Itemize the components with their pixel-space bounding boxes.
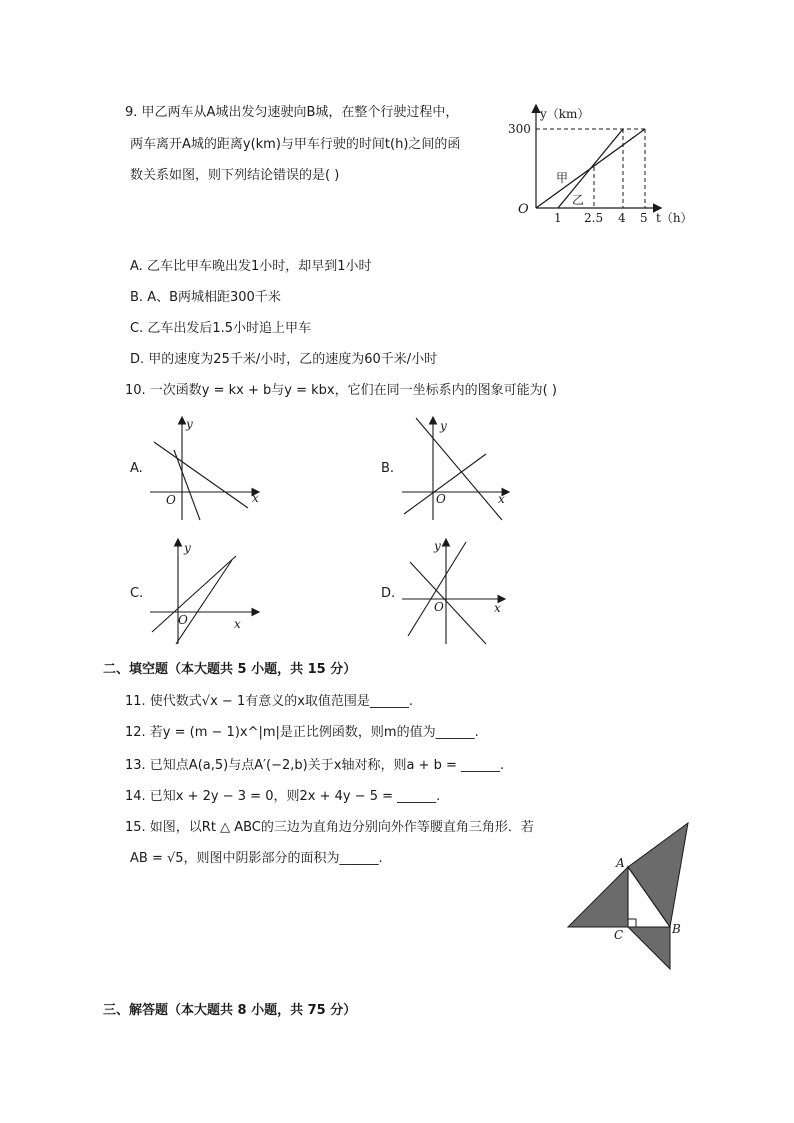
q15-label-b: B: [672, 922, 681, 936]
q10-option-a-label[interactable]: A.: [130, 461, 143, 476]
q9-option-b[interactable]: [130, 291, 281, 304]
q15-label-c: C: [614, 928, 624, 942]
q9-label-jia: 甲: [556, 171, 569, 185]
q9-x-tick-2.5: 2.5: [584, 211, 604, 225]
q9-number: 9.: [125, 105, 138, 120]
q10-b-x-label: x: [498, 492, 505, 506]
q9-option-b-key: B.: [130, 290, 144, 305]
q11: 11. 使代数式√x − 1有意义的x取值范围是______.: [125, 694, 414, 709]
q9-line-yi: [558, 129, 623, 208]
q10-option-c-label[interactable]: C.: [130, 586, 144, 601]
q9-option-c[interactable]: [130, 322, 311, 335]
q13: 13. 已知点A(a,5)与点A′(−2,b)关于x轴对称，则a + b = ______.: [125, 758, 505, 773]
q9-x-tick-1: 1: [554, 211, 562, 225]
q10-a-x-label: x: [252, 491, 259, 505]
q9-option-a[interactable]: [130, 260, 371, 273]
q15-label-a: A: [616, 856, 625, 870]
q10-c-y-label: y: [184, 541, 191, 555]
q15-line-2: AB = √5，则图中阴影部分的面积为______.: [130, 851, 383, 866]
q10-graph-d[interactable]: [400, 536, 520, 648]
q15-line-1: 15. 如图，以Rt △ ABC的三边为直角边分别向外作等腰直角三角形．若: [125, 820, 534, 835]
q10-d-origin: O: [434, 600, 444, 614]
q9-x-label: t（h）: [656, 211, 693, 225]
q9-option-c-key: C.: [130, 321, 144, 336]
q9-option-d[interactable]: [130, 353, 437, 366]
q14: 14. 已知x + 2y − 3 = 0，则2x + 4y − 5 = ______.: [125, 789, 441, 804]
q10-b-origin: O: [436, 492, 446, 506]
q9-x-tick-4: 4: [618, 211, 626, 225]
q9-y-tick-300: 300: [508, 122, 531, 136]
q9-option-a-text: 乙车比甲车晚出发1小时，却早到1小时: [146, 259, 372, 274]
q9-stem-line-1: 甲乙两车从A城出发匀速驶向B城，在整个行驶过程中，: [141, 105, 459, 120]
q10-stem: 10. 一次函数y = kx + b与y = kbx，它们在同一坐标系内的图象可能为( ): [125, 383, 557, 398]
q9-stem-line-3: 数关系如图，则下列结论错误的是( ): [130, 168, 340, 183]
q9-distance-time-graph: [510, 100, 700, 230]
section-2-title: 二、填空题（本大题共 5 小题，共 15 分）: [103, 662, 357, 677]
q9-option-a-key: A.: [130, 259, 143, 274]
q10-option-b-label[interactable]: B.: [381, 461, 395, 476]
q10-graph-b[interactable]: [400, 414, 520, 524]
q9-option-b-text: A、B两城相距300千米: [147, 290, 281, 305]
q10-c-x-label: x: [234, 617, 241, 631]
q9-option-c-text: 乙车出发后1.5小时追上甲车: [147, 321, 312, 336]
q15-triangle-figure: [560, 815, 700, 975]
q10-graph-a[interactable]: [148, 414, 268, 524]
q9-x-tick-5: 5: [640, 211, 648, 225]
q10-a-origin: O: [166, 493, 176, 507]
q10-graph-c[interactable]: [148, 536, 268, 648]
q10-d-x-label: x: [494, 601, 501, 615]
q10-option-d-label[interactable]: D.: [381, 586, 396, 601]
q12: 12. 若y = (m − 1)x^|m|是正比例函数，则m的值为______.: [125, 725, 479, 740]
q10-b-y-label: y: [440, 419, 447, 433]
q10-d-y-label: y: [434, 539, 441, 553]
q9-stem-line-2: 两车离开A城的距离y(km)与甲车行驶的时间t(h)之间的函: [130, 137, 461, 152]
q9-y-label: y（km）: [540, 107, 590, 121]
q9-origin: O: [518, 202, 529, 217]
section-3-title: 三、解答题（本大题共 8 小题，共 75 分）: [103, 1003, 357, 1018]
q9-line-1: [125, 106, 458, 119]
q10-c-origin: O: [178, 613, 188, 627]
q9-label-yi: 乙: [572, 193, 585, 207]
q9-option-d-key: D.: [130, 352, 145, 367]
q10-a-y-label: y: [186, 417, 193, 431]
q9-option-d-text: 甲的速度为25千米/小时，乙的速度为60千米/小时: [148, 352, 438, 367]
